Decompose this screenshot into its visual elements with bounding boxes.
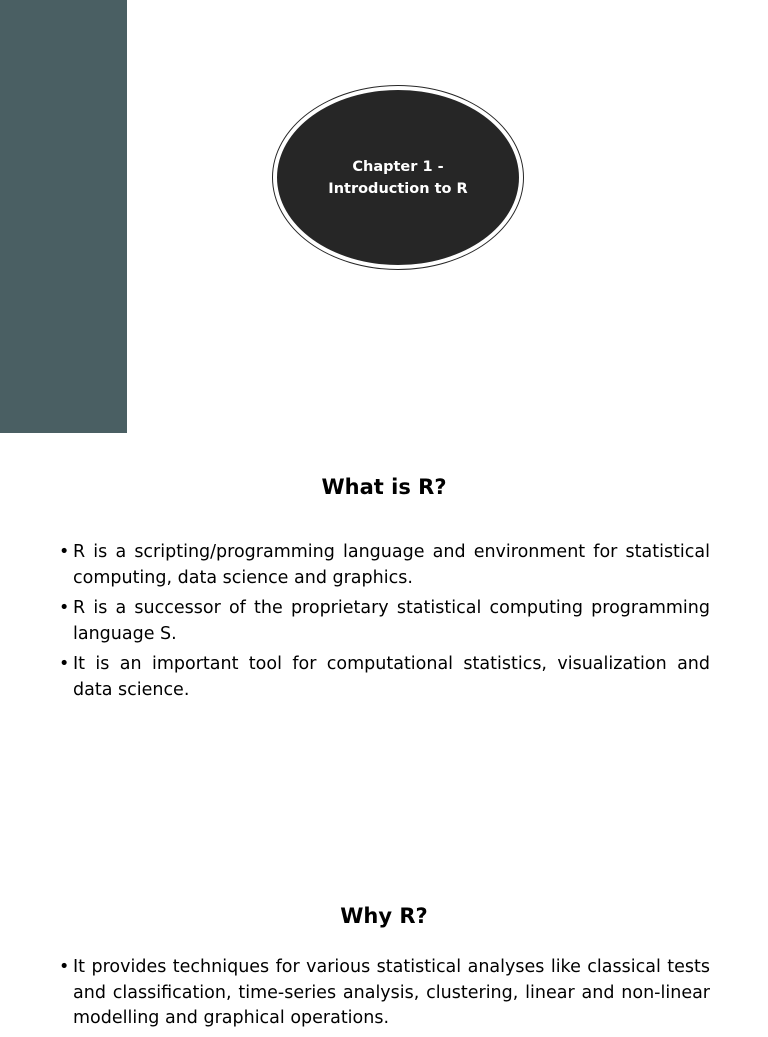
chapter-number: Chapter 1 -: [352, 158, 444, 175]
bullet-list-what-is-r: [58, 540, 710, 708]
bullet-icon: •: [59, 542, 70, 562]
bullet-text: R is a successor of the proprietary statistical computing programming language S.: [73, 598, 710, 644]
list-item: [58, 955, 710, 1032]
chapter-title-ellipse-fill: [277, 90, 519, 265]
chapter-title-ellipse: [272, 85, 524, 270]
bullet-icon: •: [59, 654, 70, 674]
bullet-list-why-r: [58, 955, 710, 1037]
list-item: [58, 540, 710, 591]
bullet-text: It is an important tool for computational statistics, visualization and data science.: [73, 654, 710, 700]
chapter-title: Introduction to R: [328, 180, 468, 197]
side-band: [0, 0, 127, 433]
bullet-icon: •: [59, 598, 70, 618]
list-item: [58, 596, 710, 647]
bullet-text: It provides techniques for various statistical analyses like classical tests and classification, time-series analysis, clustering, linear and non-linear modelling and graphical operations.: [73, 957, 710, 1028]
section-heading-what-is-r: What is R?: [321, 475, 447, 499]
list-item: [58, 652, 710, 703]
bullet-icon: •: [59, 957, 70, 977]
section-heading-why-r: Why R?: [340, 904, 428, 928]
bullet-text: R is a scripting/programming language and environment for statistical computing, data science and graphics.: [73, 542, 710, 588]
